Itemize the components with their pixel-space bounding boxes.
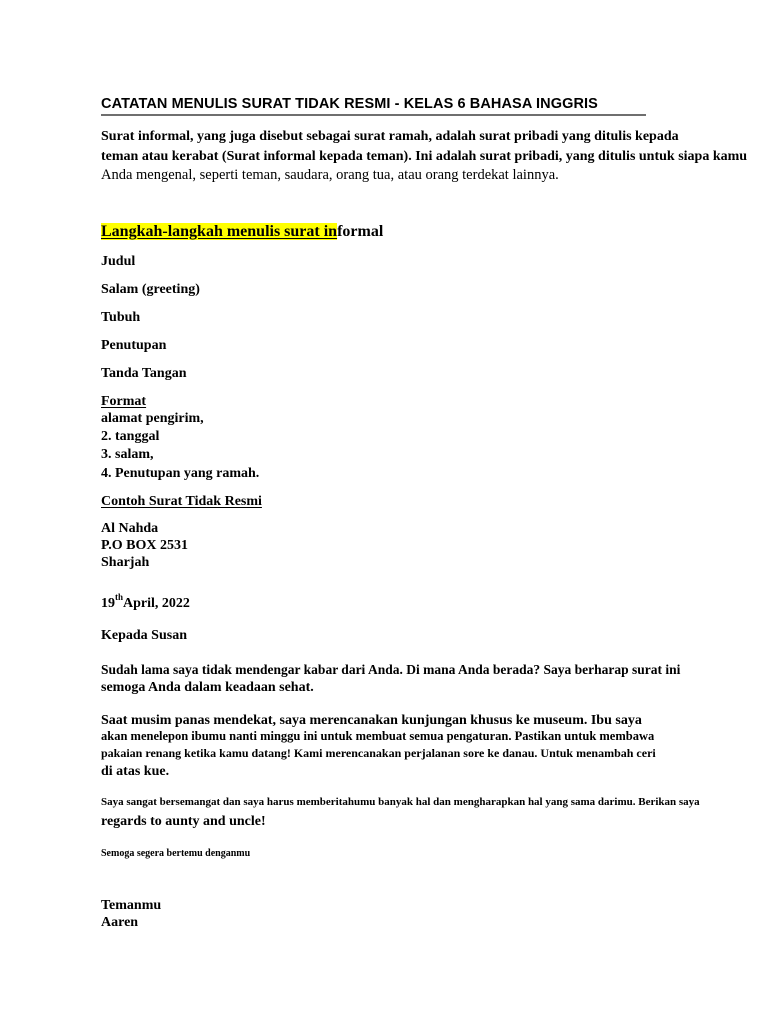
- date-rest: April, 2022: [123, 596, 190, 611]
- sender-address-line: Sharjah: [101, 555, 150, 570]
- step-item: Penutupan: [101, 338, 167, 353]
- step-item: Salam (greeting): [101, 282, 200, 297]
- intro-line-3: Anda mengenal, seperti teman, saudara, orang tua, atau orang terdekat lainnya.: [101, 167, 559, 183]
- para3-line: Saya sangat bersemangat dan saya harus memberitahumu banyak hal dan mengharapkan hal yang sama darimu. Berikan saya: [101, 796, 700, 808]
- para4-line: Semoga segera bertemu denganmu: [101, 848, 251, 859]
- date-ordinal: th: [115, 592, 124, 602]
- page-title: CATATAN MENULIS SURAT TIDAK RESMI - KELAS 6 BAHASA INGGRIS: [101, 96, 598, 112]
- steps-heading-rest: formal: [337, 223, 384, 240]
- para1-line: semoga Anda dalam keadaan sehat.: [101, 680, 314, 695]
- format-item: 3. salam,: [101, 447, 154, 462]
- format-heading: Format: [101, 394, 147, 409]
- para2-line: pakaian renang ketika kamu datang! Kami merencanakan perjalanan sore ke danau. Untuk menambah ceri: [101, 746, 656, 760]
- step-item: Tanda Tangan: [101, 366, 187, 381]
- steps-heading-highlight: Langkah-langkah menulis surat in: [101, 223, 338, 240]
- para2-line: Saat musim panas mendekat, saya merencanakan kunjungan khusus ke museum. Ibu saya: [101, 713, 642, 728]
- step-item: Judul: [101, 254, 136, 269]
- para2-line: akan menelepon ibumu nanti minggu ini untuk membuat semua pengaturan. Pastikan untuk membawa: [101, 729, 655, 743]
- format-item: alamat pengirim,: [101, 411, 204, 426]
- example-heading: Contoh Surat Tidak Resmi: [101, 494, 262, 509]
- sender-address-line: P.O BOX 2531: [101, 538, 188, 553]
- title-underline: [101, 114, 646, 116]
- step-item: Tubuh: [101, 310, 141, 325]
- format-item: 4. Penutupan yang ramah.: [101, 466, 260, 481]
- letter-signature: Aaren: [101, 915, 139, 930]
- para3-line: regards to aunty and uncle!: [101, 814, 266, 829]
- letter-date: [101, 592, 190, 612]
- date-day: 19: [101, 596, 115, 611]
- intro-line-1: Surat informal, yang juga disebut sebagai surat ramah, adalah surat pribadi yang ditulis kepada: [101, 129, 679, 144]
- para2-line: di atas kue.: [101, 764, 170, 779]
- sender-address-line: Al Nahda: [101, 521, 159, 536]
- letter-closing: Temanmu: [101, 898, 162, 913]
- para1-line: Sudah lama saya tidak mendengar kabar dari Anda. Di mana Anda berada? Saya berharap surat ini: [101, 662, 681, 677]
- format-item: 2. tanggal: [101, 429, 160, 444]
- letter-salutation: Kepada Susan: [101, 628, 187, 643]
- intro-line-2: teman atau kerabat (Surat informal kepada teman). Ini adalah surat pribadi, yang ditulis untuk siapa kamu: [101, 149, 748, 164]
- steps-heading: [101, 223, 383, 241]
